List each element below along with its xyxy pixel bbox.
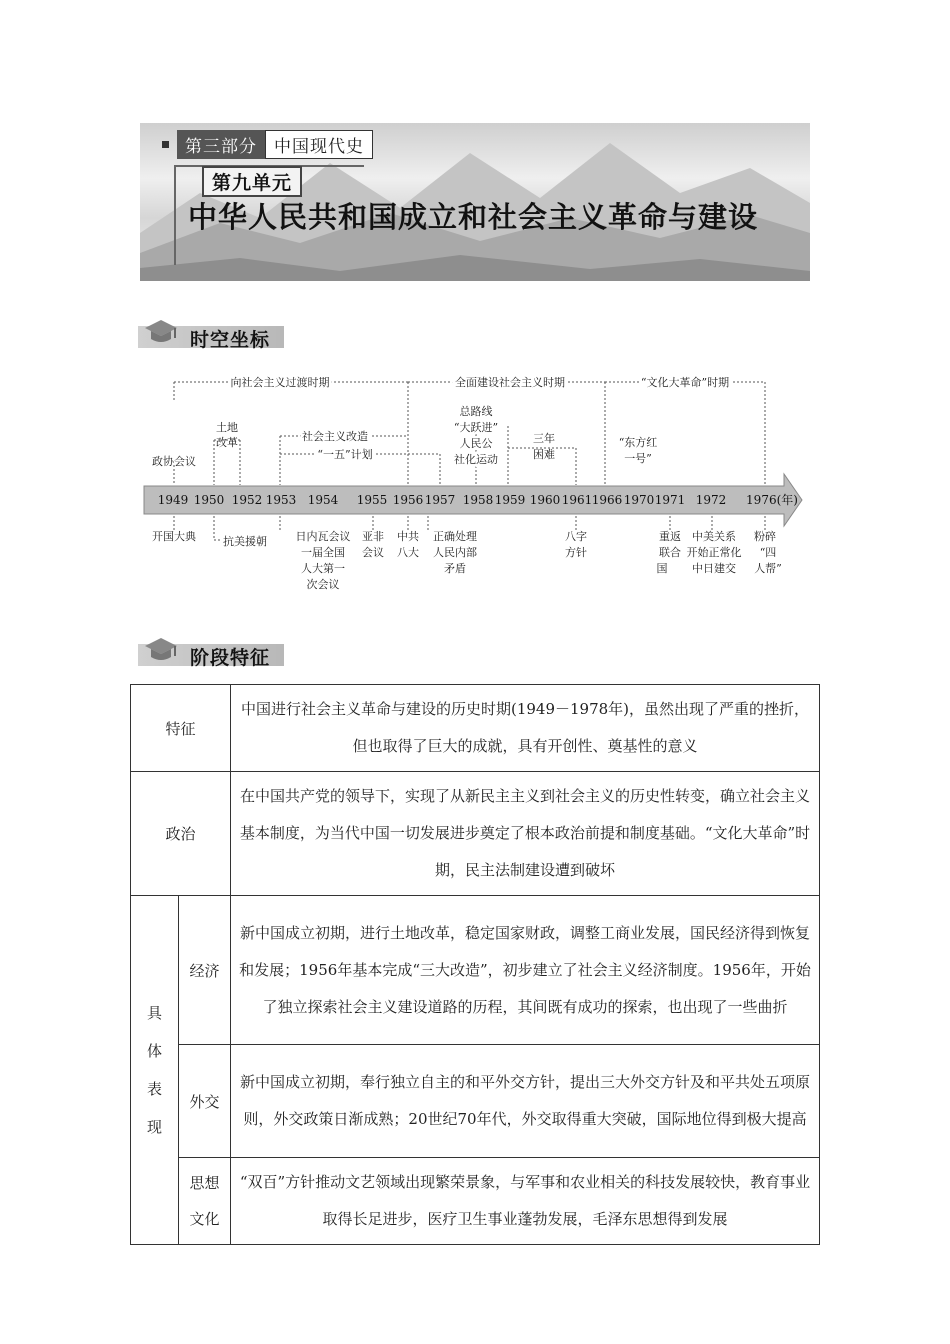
row-label: 政治 xyxy=(131,772,231,896)
event-label: 改革 xyxy=(216,436,238,449)
event-label: 会议 xyxy=(362,546,384,559)
row-label xyxy=(179,1158,231,1245)
year-tick: 1966 xyxy=(591,493,623,507)
section-header-timeline xyxy=(138,318,284,354)
row-label: 外交 xyxy=(179,1045,231,1158)
section-title: 阶段特征 xyxy=(190,647,271,669)
event-label: “东方红 xyxy=(618,436,658,449)
year-tick: 1956 xyxy=(392,493,424,507)
row-label: 经济 xyxy=(179,896,231,1045)
row-label-line: 思想 xyxy=(189,1174,220,1192)
label-char: 现 xyxy=(146,1118,162,1136)
part-title: 中国现代史 xyxy=(265,130,373,159)
year-tick: 1976(年) xyxy=(746,493,798,507)
year-tick: 1949 xyxy=(157,493,189,507)
year-tick: 1970 xyxy=(623,493,655,507)
year-tick: 1972 xyxy=(695,493,727,507)
event-label: 总路线 xyxy=(459,405,493,418)
row-content: 新中国成立初期，奉行独立自主的和平外交方针，提出三大外交方针及和平共处五项原则，外交政策日渐成熟；20世纪70年代，外交取得重大突破，国际地位得到极大提高 xyxy=(231,1045,820,1158)
row-group-label xyxy=(131,896,179,1245)
event-label: “一五”计划 xyxy=(317,448,373,461)
period-label: 全面建设社会主义时期 xyxy=(455,376,565,389)
event-label: 粉碎 xyxy=(754,530,776,543)
event-label: 人大第一 xyxy=(301,562,345,575)
year-tick: 1950 xyxy=(193,493,225,507)
event-label: 政协会议 xyxy=(152,455,196,468)
row-content: 新中国成立初期，进行土地改革，稳定国家财政，调整工商业发展，国民经济得到恢复和发展；1956年基本完成“三大改造”，初步建立了社会主义经济制度。1956年，开始了独立探索社会主义建设道路的历程，其间既有成功的探索，也出现了一些曲折 xyxy=(231,896,820,1045)
part-tag xyxy=(162,132,373,156)
year-tick: 1953 xyxy=(265,493,297,507)
table-row xyxy=(131,685,820,772)
event-label: 人民公 xyxy=(459,437,493,450)
event-label: 矛盾 xyxy=(444,562,466,575)
event-label: 方针 xyxy=(565,546,587,559)
row-content: 中国进行社会主义革命与建设的历史时期(1949－1978年)，虽然出现了严重的挫折，但也取得了巨大的成就，具有开创性、奠基性的意义 xyxy=(231,685,820,772)
section-title: 时空坐标 xyxy=(190,329,271,351)
event-label: 重返 xyxy=(659,530,681,543)
unit-label: 第九单元 xyxy=(202,166,302,197)
event-label: “四 xyxy=(759,546,777,559)
event-label: 社会主义改造 xyxy=(302,430,368,443)
period-label: “文化大革命”时期 xyxy=(640,376,730,389)
event-label: 中日建交 xyxy=(692,562,736,575)
event-label: 中共 xyxy=(397,530,419,543)
period-label: 向社会主义过渡时期 xyxy=(230,376,330,389)
year-tick: 1960 xyxy=(529,493,561,507)
event-label: 人民内部 xyxy=(433,546,477,559)
table-row xyxy=(131,1158,820,1245)
section-header-features xyxy=(138,636,284,672)
event-label: 困难 xyxy=(533,448,555,461)
year-tick: 1952 xyxy=(231,493,263,507)
event-label: 一号” xyxy=(624,452,652,465)
label-char: 表 xyxy=(146,1080,162,1098)
event-label: 八大 xyxy=(397,546,419,559)
event-label: “大跃进” xyxy=(453,421,499,434)
year-tick: 1971 xyxy=(654,493,686,507)
features-table xyxy=(130,684,820,1245)
row-label: 特征 xyxy=(131,685,231,772)
event-label: 正确处理 xyxy=(433,530,477,543)
label-char: 体 xyxy=(146,1042,162,1060)
event-label: 抗美援朝 xyxy=(223,535,267,548)
year-tick: 1954 xyxy=(307,493,339,507)
year-tick: 1959 xyxy=(494,493,526,507)
event-label: 日内瓦会议 xyxy=(295,530,351,543)
event-label: 一届全国 xyxy=(301,546,345,559)
event-label: 三年 xyxy=(533,432,555,445)
row-content: “双百”方针推动文艺领域出现繁荣景象，与军事和农业相关的科技发展较快，教育事业取得长足进步，医疗卫生事业蓬勃发展，毛泽东思想得到发展 xyxy=(231,1158,820,1245)
unit-title: 中华人民共和国成立和社会主义革命与建设 xyxy=(188,200,759,234)
event-label: 开始正常化 xyxy=(686,546,742,559)
year-tick: 1955 xyxy=(356,493,388,507)
part-label: 第三部分 xyxy=(177,130,265,159)
table-row xyxy=(131,1045,820,1158)
year-tick: 1957 xyxy=(424,493,456,507)
event-label: 中美关系 xyxy=(692,530,736,543)
graduation-cap-icon xyxy=(144,318,178,348)
event-label: 联合 xyxy=(659,546,681,559)
year-tick: 1961 xyxy=(561,493,593,507)
unit-bracket xyxy=(174,165,176,265)
table-row xyxy=(131,896,820,1045)
event-label: 土地 xyxy=(216,421,238,434)
event-label: 开国大典 xyxy=(152,530,196,543)
event-label: 社化运动 xyxy=(454,453,498,466)
row-content: 在中国共产党的领导下，实现了从新民主主义到社会主义的历史性转变，确立社会主义基本制度，为当代中国一切发展进步奠定了根本政治前提和制度基础。“文化大革命”时期，民主法制建设遭到破坏 xyxy=(231,772,820,896)
event-label: 亚非 xyxy=(362,530,384,543)
timeline-diagram xyxy=(140,370,810,600)
year-tick: 1958 xyxy=(462,493,494,507)
event-label: 次会议 xyxy=(306,578,340,591)
row-label-line: 文化 xyxy=(189,1210,220,1228)
event-label: 国 xyxy=(656,562,668,575)
bullet-icon xyxy=(162,141,169,148)
table-row xyxy=(131,772,820,896)
timeline-svg xyxy=(140,370,810,600)
label-char: 具 xyxy=(146,1004,162,1022)
event-label: 八字 xyxy=(565,530,587,543)
unit-banner xyxy=(140,123,810,281)
event-label: 人帮” xyxy=(754,562,782,575)
graduation-cap-icon xyxy=(144,636,178,666)
